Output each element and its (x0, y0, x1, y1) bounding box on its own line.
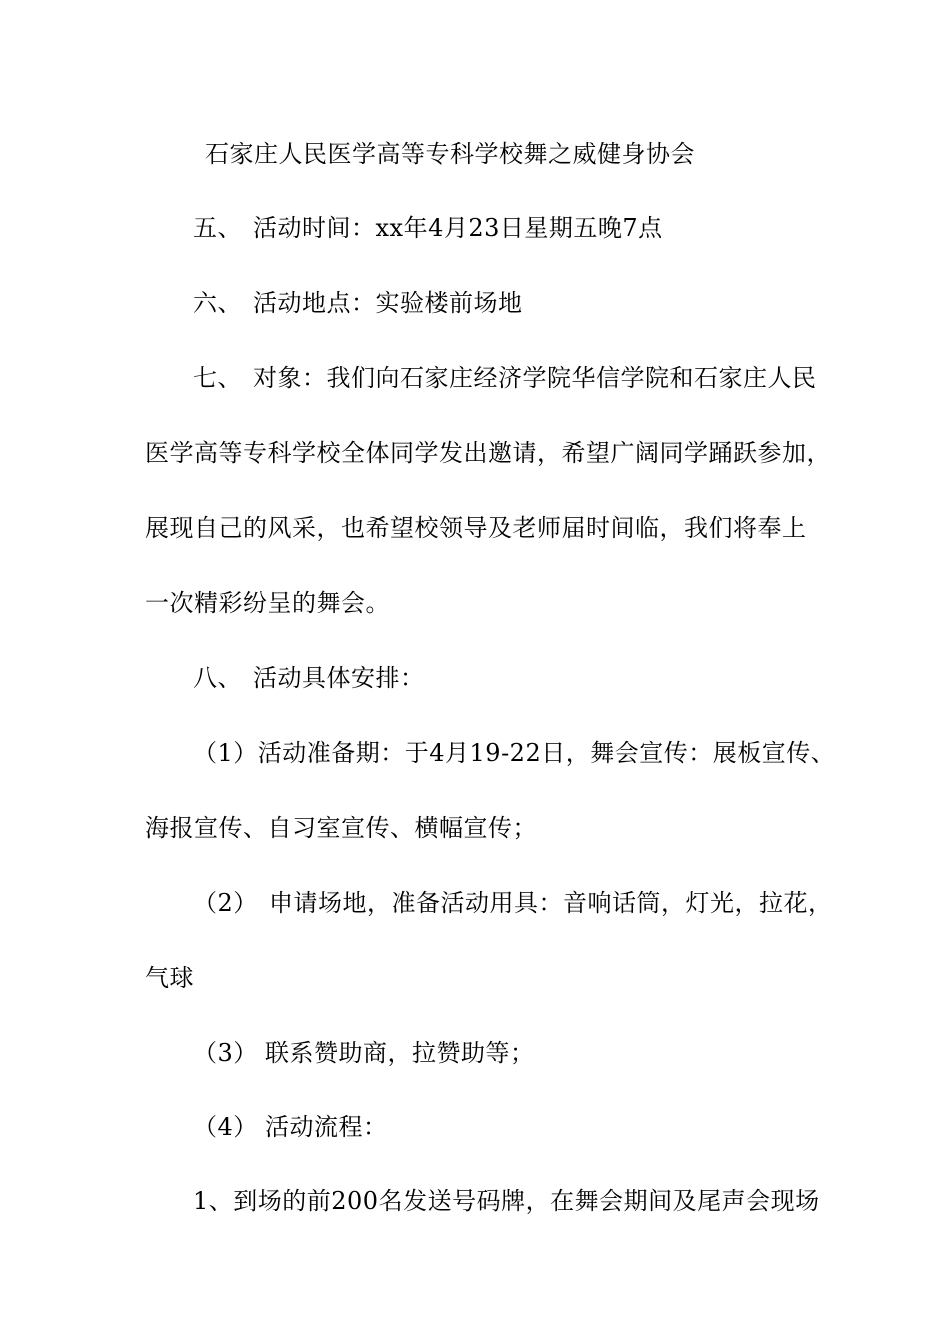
step-3-row (193, 1037, 535, 1069)
step-2-number: （2） (193, 889, 258, 917)
step-1-line2: 海报宣传、自习室宣传、横幅宣传； (145, 814, 537, 842)
step-3-number: （3） (193, 1039, 258, 1067)
item-7-text-line3: 展现自己的风采，也希望校领导及老师届时间临，我们将奉上 (145, 514, 807, 542)
step-1-line1: （1）活动准备期：于4月19-22日，舞会宣传：展板宣传、 (193, 739, 836, 767)
step-3-text: 联系赞助商，拉赞助等； (265, 1039, 535, 1067)
item-7-row (193, 362, 817, 394)
item-7-number: 七、 (193, 364, 242, 392)
organization-line: 石家庄人民医学高等专科学校舞之威健身协会 (205, 140, 695, 168)
item-5-row (193, 212, 663, 244)
step-4-text: 活动流程： (265, 1113, 388, 1141)
item-5-number: 五、 (193, 214, 242, 242)
step-2-line2: 气球 (145, 964, 194, 992)
item-8-number: 八、 (193, 664, 242, 692)
step-4-row (193, 1111, 388, 1143)
item-6-text: 活动地点：实验楼前场地 (253, 289, 523, 317)
item-8-text: 活动具体安排： (253, 664, 425, 692)
item-5-text: 活动时间：xx年4月23日星期五晚7点 (253, 214, 663, 242)
item-7-text-line4: 一次精彩纷呈的舞会。 (145, 589, 390, 617)
item-6-row (193, 287, 523, 319)
item-7-text-line1: 对象：我们向石家庄经济学院华信学院和石家庄人民 (253, 364, 817, 392)
step-2-row (193, 887, 833, 919)
step-4-number: （4） (193, 1113, 258, 1141)
flow-1-line: 1、到场的前200名发送号码牌，在舞会期间及尾声会现场 (193, 1187, 820, 1215)
item-6-number: 六、 (193, 289, 242, 317)
step-2-line1: 申请场地，准备活动用具：音响话筒，灯光，拉花， (269, 889, 833, 917)
item-7-text-line2: 医学高等专科学校全体同学发出邀请，希望广阔同学踊跃参加， (145, 439, 831, 467)
item-8-row (193, 662, 425, 694)
